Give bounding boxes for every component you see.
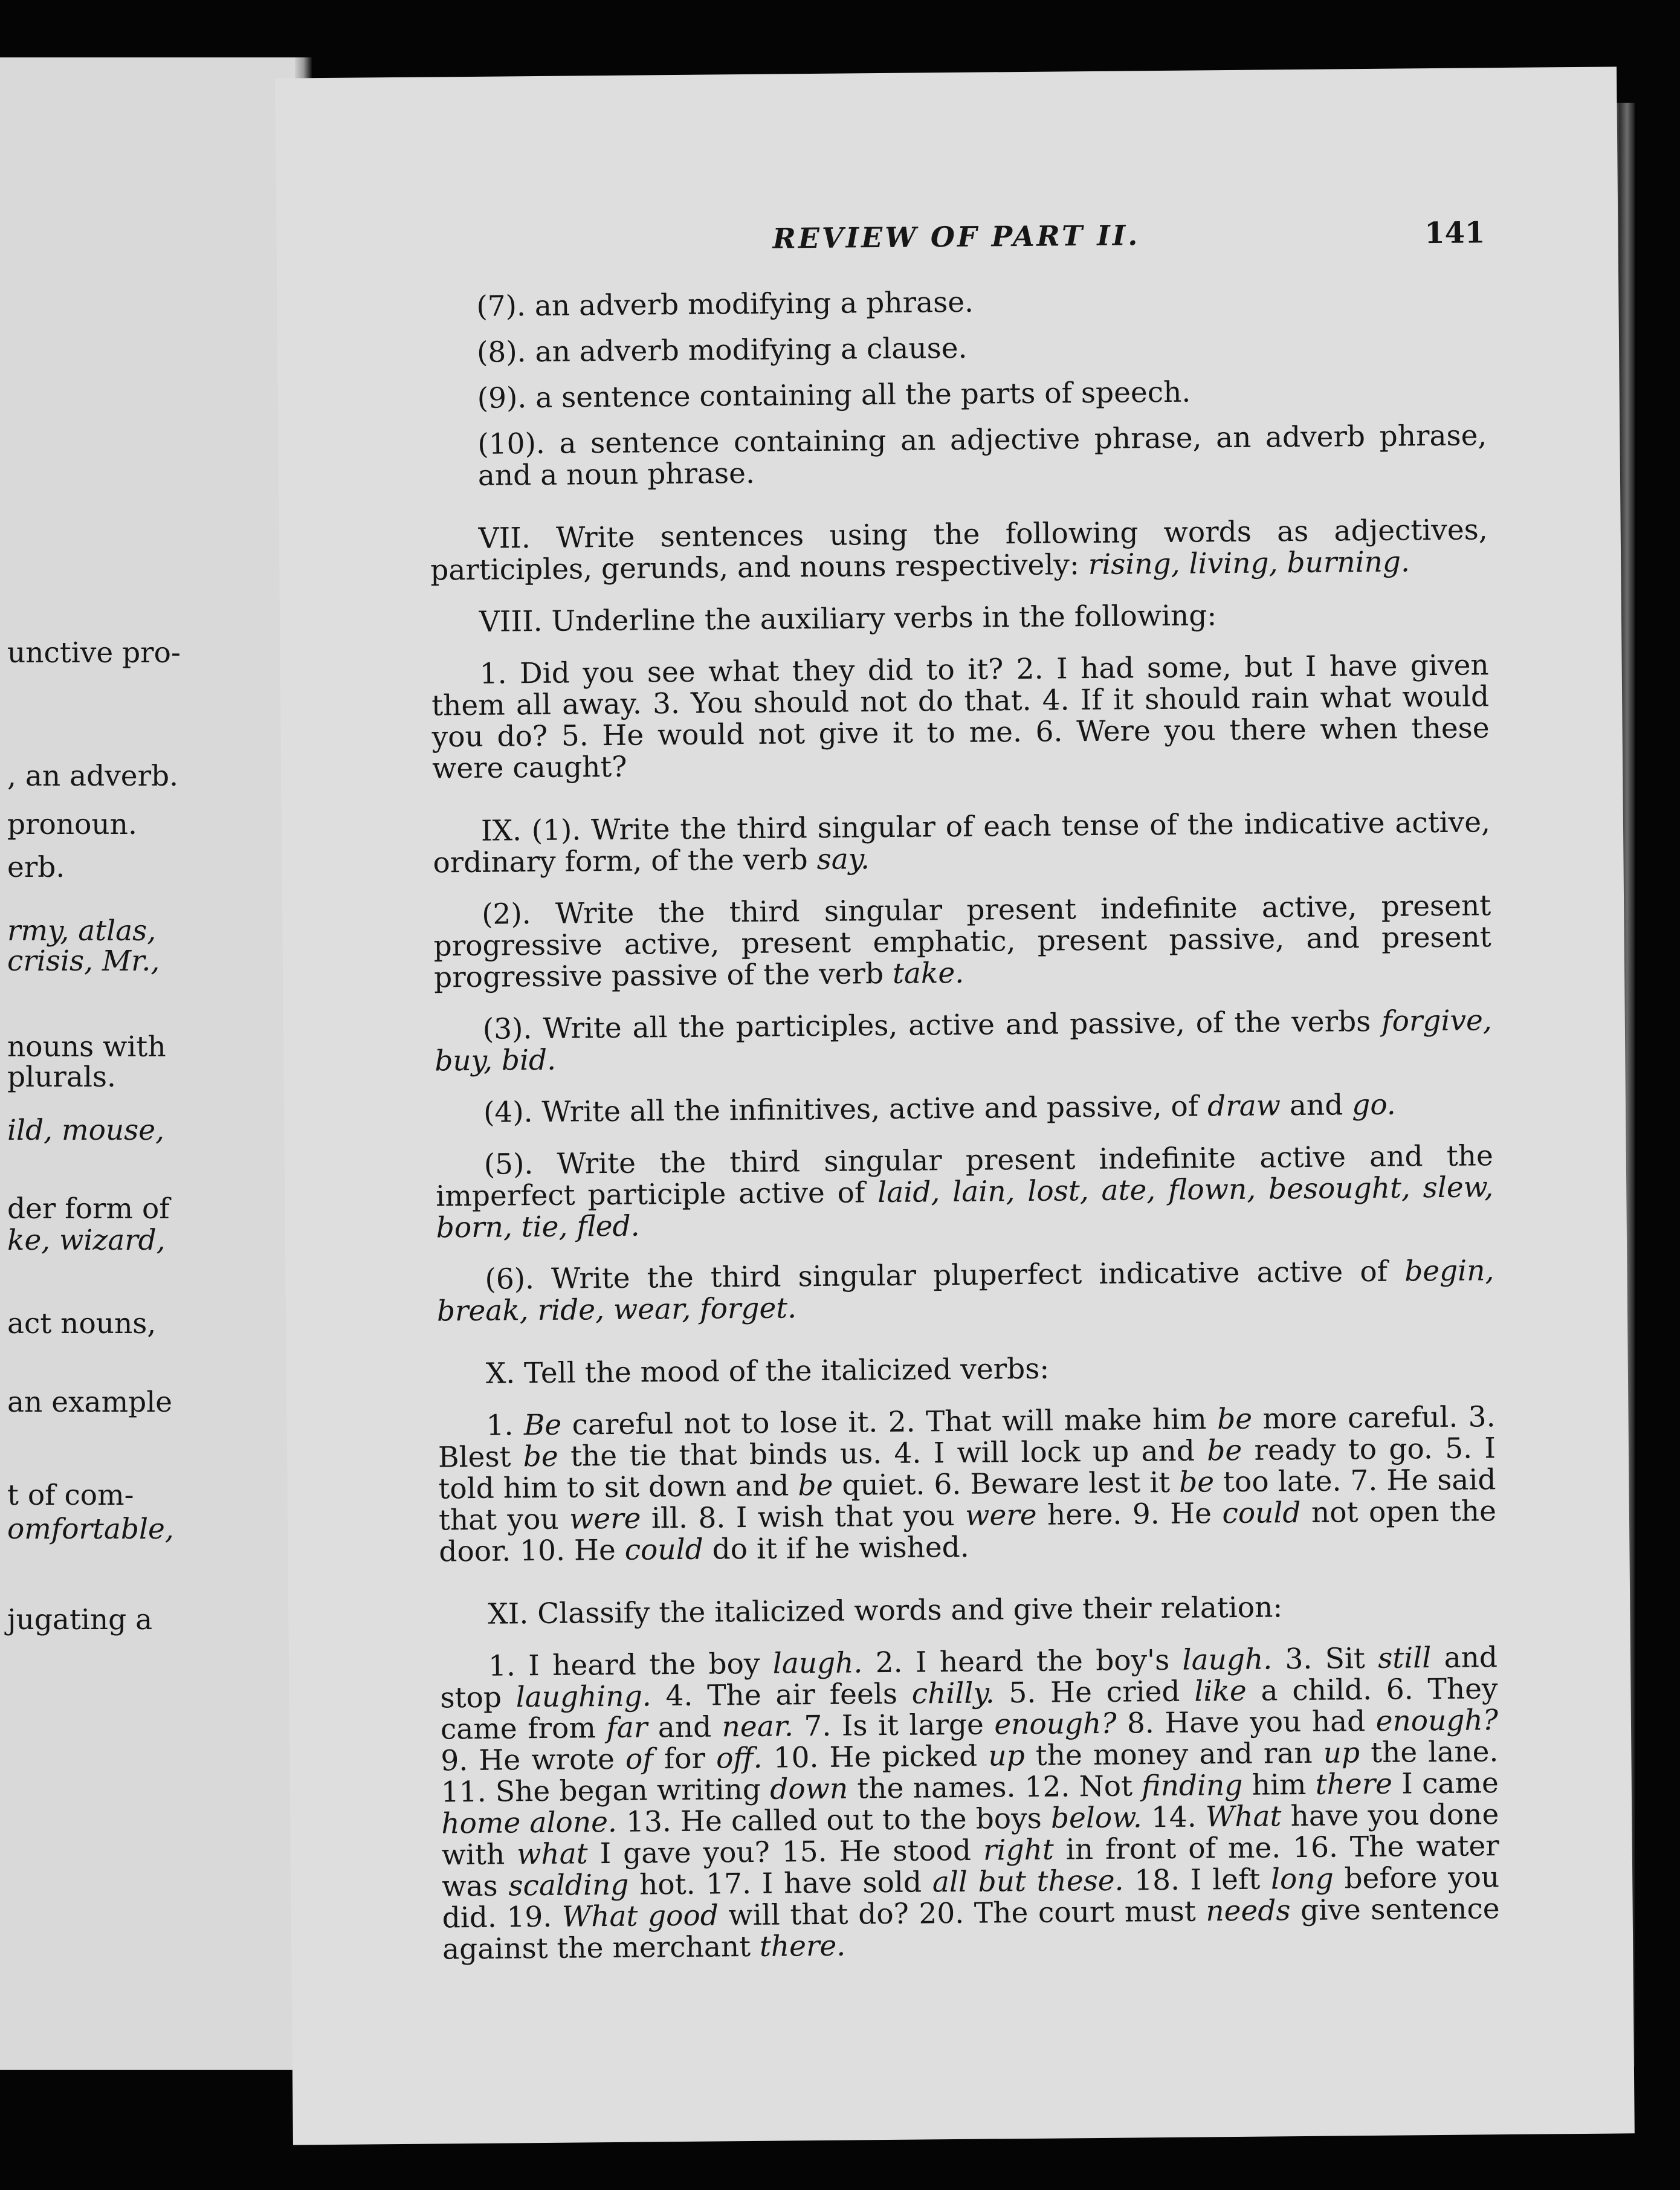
italic-term: be — [523, 1439, 558, 1474]
text-run: 8. Have you had — [1116, 1704, 1376, 1740]
text-run: too late. 7. He said that you — [438, 1463, 1496, 1537]
italic-term: home alone. — [441, 1805, 618, 1841]
text-run: ill. 8. I wish that you — [641, 1499, 966, 1536]
italic-term: What good — [561, 1899, 719, 1934]
page-header — [427, 216, 1485, 291]
italic-term: could — [624, 1533, 703, 1567]
text-run: careful not to lose it. 2. That will make him — [561, 1403, 1218, 1442]
text-run: have you done with — [441, 1798, 1499, 1872]
left-fragment: unctive pro- — [7, 636, 181, 670]
italic-term: were — [569, 1502, 641, 1536]
italic-term: what — [516, 1837, 588, 1872]
italic-term: scalding — [508, 1868, 629, 1903]
text-run: the names. 12. Not — [847, 1769, 1142, 1806]
left-fragment: , an adverb. — [7, 760, 179, 793]
text-run: I came — [1392, 1766, 1499, 1801]
section-xi-body — [440, 1642, 1500, 1965]
italic-term: enough? — [994, 1707, 1117, 1742]
text-run: I gave you? 15. He stood — [587, 1833, 984, 1871]
italic-term: up — [1323, 1736, 1360, 1770]
left-fragment: ke, wizard, — [7, 1224, 166, 1257]
left-fragment: t of com- — [7, 1479, 134, 1512]
italic-term: be — [1178, 1465, 1215, 1499]
left-fragment: pronoun. — [7, 808, 137, 841]
text-run: the money and ran — [1024, 1736, 1324, 1773]
text-run: a child. 6. They came from — [440, 1672, 1498, 1746]
left-fragment: crisis, Mr., — [7, 945, 160, 978]
right-page — [275, 66, 1635, 2145]
text-run: for — [653, 1742, 717, 1776]
italic-term: down — [770, 1772, 848, 1806]
left-fragment: der form of — [7, 1192, 170, 1226]
italic-term: far — [606, 1711, 648, 1745]
text-run: and stop — [440, 1641, 1498, 1715]
page-number: 141 — [1424, 216, 1485, 251]
text-run: 5. He cried — [994, 1675, 1195, 1710]
left-fragment: act nouns, — [7, 1307, 157, 1340]
text-run: hot. 17. I have sold — [628, 1865, 933, 1902]
section-ix-3: (3). Write all the participles, active and passive, of the verbs forgive, buy, bid. — [435, 1004, 1493, 1078]
item-7: (7). an adverb modifying a phrase. — [476, 285, 974, 323]
text-run: the lane. 11. She began writing — [441, 1735, 1499, 1809]
italic-term: laughing. — [515, 1679, 651, 1714]
italic-term: near. — [722, 1710, 794, 1744]
section-x-heading: X. Tell the mood of the italicized verbs: — [485, 1352, 1050, 1391]
section-x-body — [438, 1401, 1496, 1568]
text-run: quiet. 6. Beware lest it — [833, 1465, 1180, 1502]
section-ix-5: (5). Write the third singular present indefinite active and the imperfect participle active of laid, lain, lost, ate, flown, besought, slew, born, tie, fled. — [436, 1139, 1494, 1245]
italic-term: there — [1315, 1767, 1393, 1801]
text-run: more careful. 3. Blest — [438, 1400, 1496, 1475]
section-viii-body: 1. Did you see what they did to it? 2. I had some, but I have given them all away. 3. You should not do that. 4. If it should rain what would you do? 5. He would not give it to me. 6. Were you there when these were caught? — [431, 648, 1490, 786]
italic-term: there. — [759, 1929, 846, 1963]
left-fragment: rmy, atlas, — [7, 914, 157, 948]
italic-term: right — [983, 1833, 1054, 1867]
item-8: (8). an adverb modifying a clause. — [476, 331, 968, 369]
text-run: will that do? 20. The court must — [718, 1894, 1206, 1933]
text-run: 10. He picked — [762, 1739, 989, 1775]
section-ix-4: (4). Write all the infinitives, active and passive, of draw and go. — [483, 1088, 1396, 1129]
text-run: 14. — [1142, 1800, 1206, 1835]
item-10: (10). a sentence containing an adjective phrase, an adverb phrase, and a noun phrase. — [477, 419, 1487, 493]
italic-term: laugh. — [1182, 1642, 1273, 1677]
text-run: 18. I left — [1123, 1862, 1271, 1898]
section-viii-heading: VIII. Underline the auxiliary verbs in the following: — [479, 599, 1217, 639]
italic-term: be — [1207, 1433, 1242, 1468]
text-run: 3. Sit — [1271, 1641, 1378, 1676]
italic-term: all but these. — [932, 1864, 1124, 1899]
text-run: not open the door. 10. He — [439, 1494, 1497, 1569]
text-run: 1. — [486, 1409, 525, 1442]
italic-term: could — [1222, 1496, 1301, 1531]
item-9: (9). a sentence containing all the parts of speech. — [477, 375, 1191, 415]
left-fragment: omfortable, — [7, 1513, 174, 1546]
italic-term: like — [1194, 1674, 1247, 1708]
text-run: before you did. 19. — [442, 1861, 1500, 1935]
italic-term: needs — [1206, 1894, 1291, 1928]
italic-term: chilly. — [911, 1676, 995, 1711]
italic-term: of — [625, 1742, 653, 1776]
left-fragment: nouns with — [7, 1030, 166, 1064]
left-fragment: erb. — [7, 851, 65, 884]
text-run: the tie that binds us. 4. I will lock up and — [558, 1434, 1207, 1473]
section-xi-heading: XI. Classify the italicized words and give their relation: — [488, 1591, 1283, 1631]
section-vii: VII. Write sentences using the following words as adjectives, participles, gerunds, and nouns respectively: rising, living, burning. — [430, 513, 1488, 587]
text-run: ready to go. 5. I told him to sit down and — [438, 1432, 1496, 1506]
section-ix-2: (2). Write the third singular present indefinite active, present progressive active, present emphatic, present passive, and present progressive passive of the verb take. — [433, 889, 1491, 995]
running-head: REVIEW OF PART II. — [772, 219, 1140, 255]
text-run: 2. I heard the boy's — [862, 1643, 1183, 1680]
italic-term: off. — [716, 1741, 763, 1775]
italic-term: below. — [1050, 1801, 1143, 1835]
italic-term: up — [988, 1739, 1025, 1773]
text-run: 9. He wrote — [441, 1742, 626, 1778]
text-run: here. 9. He — [1036, 1497, 1223, 1532]
left-page — [0, 57, 302, 2070]
italic-term: enough? — [1375, 1704, 1499, 1738]
text-run: 7. Is it large — [793, 1708, 995, 1743]
italic-term: finding — [1141, 1768, 1243, 1803]
italic-term: were — [964, 1498, 1037, 1533]
text-run: 4. The air feels — [651, 1677, 912, 1713]
italic-term: still — [1377, 1641, 1432, 1675]
left-fragment: ild, mouse, — [7, 1114, 165, 1147]
text-run: 13. He called out to the boys — [616, 1801, 1052, 1839]
text-run: him — [1242, 1768, 1316, 1802]
italic-term: Be — [523, 1408, 562, 1442]
page-content — [427, 216, 1500, 1965]
left-fragment: plurals. — [7, 1061, 116, 1094]
italic-term: long — [1270, 1862, 1334, 1896]
text-run: do it if he wished. — [703, 1530, 969, 1566]
italic-term: laugh. — [772, 1646, 863, 1681]
text-run: in front of me. 16. The water was — [442, 1829, 1499, 1904]
italic-term: What — [1205, 1800, 1282, 1834]
italic-term: be — [798, 1468, 833, 1503]
section-ix-6: (6). Write the third singular pluperfect indicative active of begin, break, ride, wear, forget. — [436, 1254, 1494, 1328]
section-ix-1: IX. (1). Write the third singular of each tense of the indicative active, ordinary form, of the verb say. — [433, 806, 1491, 880]
left-fragment: jugating a — [7, 1603, 153, 1636]
text-run: give sentence against the merchant — [442, 1892, 1500, 1966]
italic-term: be — [1216, 1402, 1253, 1436]
text-run: 1. I heard the boy — [488, 1647, 774, 1683]
left-fragment: an example — [7, 1386, 173, 1419]
text-run: and — [647, 1710, 722, 1745]
